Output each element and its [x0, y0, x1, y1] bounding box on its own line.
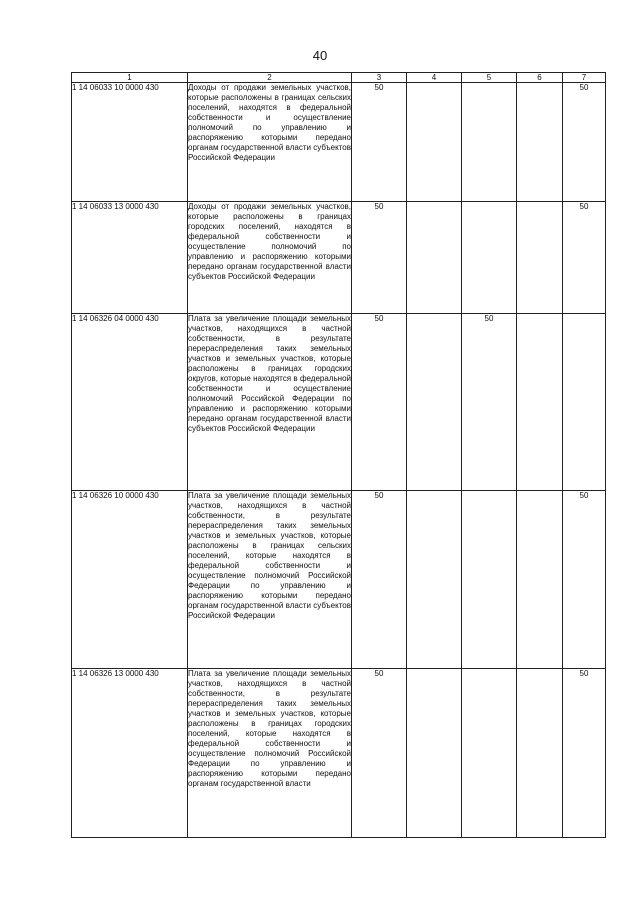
- value-col7: [563, 314, 606, 491]
- value-col6: [517, 202, 563, 314]
- value-col3: 50: [352, 202, 407, 314]
- column-header: 3: [352, 73, 407, 83]
- column-header: 6: [517, 73, 563, 83]
- value-col5: 50: [462, 314, 517, 491]
- value-col5: [462, 202, 517, 314]
- classification-code: 1 14 06326 10 0000 430: [72, 491, 188, 669]
- value-col6: [517, 669, 563, 838]
- value-col6: [517, 83, 563, 202]
- classification-code: 1 14 06033 13 0000 430: [72, 202, 188, 314]
- value-col3: 50: [352, 314, 407, 491]
- value-col4: [407, 202, 462, 314]
- column-header: 2: [188, 73, 352, 83]
- column-header: 1: [72, 73, 188, 83]
- value-col7: 50: [563, 491, 606, 669]
- table-row: [72, 202, 606, 314]
- value-col5: [462, 491, 517, 669]
- column-header: 7: [563, 73, 606, 83]
- classification-code: 1 14 06033 10 0000 430: [72, 83, 188, 202]
- page-number: 40: [312, 48, 328, 63]
- value-col5: [462, 83, 517, 202]
- table-row: [72, 314, 606, 491]
- column-header: 5: [462, 73, 517, 83]
- revenue-description: Плата за увеличение площади земельных участков, находящихся в частной собственности, в результате перераспределения таких земельных участков и земельных участков, которые расположены в границах сельских поселений, которые находятся в федеральной собственности и осуществление полномочий Российской Федерации по управлению и распоряжению которыми передано органам государственной власти субъектов Российской Федерации: [188, 491, 352, 669]
- value-col4: [407, 669, 462, 838]
- table-row: [72, 669, 606, 838]
- value-col5: [462, 669, 517, 838]
- revenue-description: Доходы от продажи земельных участков, которые расположены в границах сельских поселений, находятся в федеральной собственности и осуществление полномочий по управлению и распоряжению которыми передано органам государственной власти субъектов Российской Федерации: [188, 83, 352, 202]
- revenue-description: Плата за увеличение площади земельных участков, находящихся в частной собственности, в результате перераспределения таких земельных участков и земельных участков, которые расположены в границах городских поселений, которые находятся в федеральной собственности и осуществление полномочий Российской Федерации по управлению и распоряжению которыми передано органам государственной власти: [188, 669, 352, 838]
- value-col6: [517, 491, 563, 669]
- value-col7: 50: [563, 202, 606, 314]
- value-col4: [407, 83, 462, 202]
- classification-code: 1 14 06326 13 0000 430: [72, 669, 188, 838]
- revenue-table: [71, 72, 606, 838]
- table-row: [72, 491, 606, 669]
- classification-code: 1 14 06326 04 0000 430: [72, 314, 188, 491]
- value-col6: [517, 314, 563, 491]
- revenue-description: Плата за увеличение площади земельных участков, находящихся в частной собственности, в результате перераспределения таких земельных участков и земельных участков, которые расположены в границах городских округов, которые находятся в федеральной собственности и осуществление полномочий Российской Федерации по управлению и распоряжению которыми передано органам государственной власти субъектов Российской Федерации: [188, 314, 352, 491]
- column-header: 4: [407, 73, 462, 83]
- value-col7: 50: [563, 83, 606, 202]
- column-number-row: [72, 73, 606, 83]
- value-col4: [407, 491, 462, 669]
- value-col3: 50: [352, 669, 407, 838]
- revenue-description: Доходы от продажи земельных участков, которые расположены в границах городских поселений, находятся в федеральной собственности и осуществление полномочий по управлению и распоряжению которыми передано органам государственной власти субъектов Российской Федерации: [188, 202, 352, 314]
- table-row: [72, 83, 606, 202]
- value-col7: 50: [563, 669, 606, 838]
- value-col3: 50: [352, 83, 407, 202]
- value-col4: [407, 314, 462, 491]
- value-col3: 50: [352, 491, 407, 669]
